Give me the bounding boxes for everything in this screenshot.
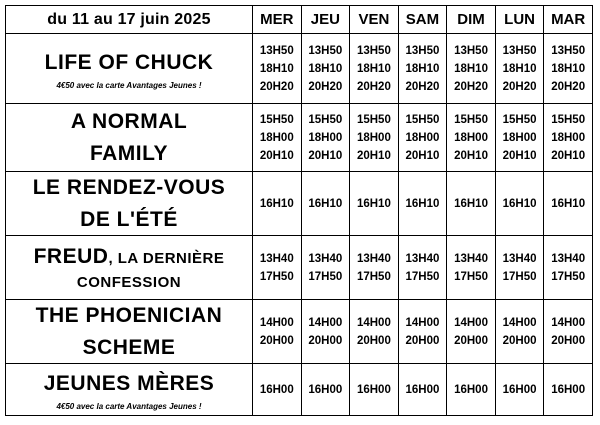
film-title-cell bbox=[6, 172, 253, 236]
showtime: 16H10 bbox=[551, 197, 586, 210]
showtime: 16H10 bbox=[259, 197, 294, 210]
showtime: 15H50 bbox=[502, 113, 537, 126]
showtime: 20H00 bbox=[259, 334, 294, 347]
film-title-rest: , LA DERNIÈRE bbox=[108, 249, 225, 267]
date-range-title: du 11 au 17 juin 2025 bbox=[6, 6, 253, 34]
showtime: 17H50 bbox=[454, 270, 488, 283]
schedule-table bbox=[5, 5, 593, 416]
showtime: 18H00 bbox=[405, 131, 440, 144]
showtimes-cell bbox=[301, 236, 350, 300]
showtime: 13H50 bbox=[308, 44, 343, 57]
film-title-line-1: LE RENDEZ-VOUS bbox=[32, 176, 226, 199]
showtimes-cell bbox=[350, 104, 399, 172]
day-header-lun: LUN bbox=[495, 6, 544, 34]
showtime: 16H10 bbox=[308, 197, 343, 210]
showtime: 18H00 bbox=[259, 131, 294, 144]
showtime: 13H40 bbox=[454, 252, 488, 265]
showtimes-cell bbox=[447, 104, 496, 172]
showtime: 20H10 bbox=[308, 149, 343, 162]
film-title-cell bbox=[6, 300, 253, 364]
film-promo-note: 4€50 avec la carte Avantages Jeunes ! bbox=[56, 402, 202, 412]
showtime: 14H00 bbox=[405, 316, 440, 329]
showtime: 16H10 bbox=[502, 197, 537, 210]
showtimes-cell bbox=[253, 364, 302, 416]
showtime: 20H00 bbox=[308, 334, 343, 347]
showtimes-cell bbox=[398, 300, 447, 364]
showtime: 20H20 bbox=[551, 80, 586, 93]
showtime: 18H00 bbox=[454, 131, 488, 144]
showtime: 13H50 bbox=[551, 44, 586, 57]
showtimes-cell bbox=[544, 34, 593, 104]
showtimes-cell bbox=[447, 300, 496, 364]
showtime: 20H10 bbox=[259, 149, 294, 162]
showtime: 17H50 bbox=[356, 270, 391, 283]
film-row bbox=[6, 236, 593, 300]
showtime: 18H00 bbox=[356, 131, 391, 144]
showtime: 16H00 bbox=[356, 383, 391, 396]
showtime: 18H10 bbox=[356, 62, 391, 75]
film-title: JEUNES MÈRES bbox=[43, 371, 215, 395]
film-title-line-2: SCHEME bbox=[82, 335, 176, 359]
showtime: 18H10 bbox=[308, 62, 343, 75]
showtime: 16H00 bbox=[551, 383, 586, 396]
film-title-line-1: A NORMAL bbox=[70, 110, 188, 133]
showtime: 13H40 bbox=[551, 252, 586, 265]
film-row bbox=[6, 34, 593, 104]
showtimes-cell bbox=[495, 34, 544, 104]
showtime: 17H50 bbox=[502, 270, 537, 283]
film-title-line-2: DE L'ÉTÉ bbox=[80, 207, 178, 231]
showtime: 18H10 bbox=[502, 62, 537, 75]
film-title-line-2: FAMILY bbox=[89, 141, 169, 165]
showtime: 17H50 bbox=[259, 270, 294, 283]
showtime: 13H50 bbox=[405, 44, 440, 57]
showtime: 20H10 bbox=[405, 149, 440, 162]
showtimes-cell bbox=[350, 300, 399, 364]
showtime: 16H10 bbox=[356, 197, 391, 210]
film-row bbox=[6, 104, 593, 172]
showtime: 13H40 bbox=[356, 252, 391, 265]
showtime: 14H00 bbox=[259, 316, 294, 329]
showtime: 16H00 bbox=[454, 383, 488, 396]
film-promo-note: 4€50 avec la carte Avantages Jeunes ! bbox=[56, 81, 202, 91]
showtimes-cell bbox=[544, 172, 593, 236]
showtime: 15H50 bbox=[551, 113, 586, 126]
film-title-cell bbox=[6, 34, 253, 104]
showtime: 13H40 bbox=[502, 252, 537, 265]
showtime: 20H20 bbox=[454, 80, 488, 93]
showtime: 15H50 bbox=[308, 113, 343, 126]
film-row bbox=[6, 364, 593, 416]
showtime: 16H00 bbox=[502, 383, 537, 396]
showtime: 20H00 bbox=[405, 334, 440, 347]
showtime: 15H50 bbox=[356, 113, 391, 126]
showtimes-cell bbox=[544, 364, 593, 416]
showtimes-cell bbox=[495, 104, 544, 172]
showtimes-cell bbox=[447, 172, 496, 236]
film-title-cell bbox=[6, 104, 253, 172]
showtimes-cell bbox=[301, 300, 350, 364]
showtime: 13H40 bbox=[259, 252, 294, 265]
film-title-line-2: CONFESSION bbox=[76, 274, 182, 291]
showtime: 17H50 bbox=[551, 270, 586, 283]
day-header-mar: MAR bbox=[544, 6, 593, 34]
showtime: 13H50 bbox=[454, 44, 488, 57]
showtimes-cell bbox=[350, 364, 399, 416]
showtimes-cell bbox=[253, 34, 302, 104]
day-header-jeu: JEU bbox=[301, 6, 350, 34]
showtime: 13H40 bbox=[405, 252, 440, 265]
showtime: 18H00 bbox=[308, 131, 343, 144]
day-header-sam: SAM bbox=[398, 6, 447, 34]
showtimes-cell bbox=[447, 34, 496, 104]
showtime: 14H00 bbox=[308, 316, 343, 329]
showtime: 16H00 bbox=[259, 383, 294, 396]
header-row bbox=[6, 6, 593, 34]
showtime: 16H10 bbox=[454, 197, 488, 210]
showtime: 20H10 bbox=[502, 149, 537, 162]
showtime: 14H00 bbox=[502, 316, 537, 329]
showtime: 14H00 bbox=[454, 316, 488, 329]
showtimes-cell bbox=[253, 236, 302, 300]
showtime: 15H50 bbox=[454, 113, 488, 126]
day-header-dim: DIM bbox=[447, 6, 496, 34]
showtimes-cell bbox=[398, 104, 447, 172]
film-title-line-1: THE PHOENICIAN bbox=[35, 304, 223, 327]
showtimes-cell bbox=[301, 34, 350, 104]
showtimes-cell bbox=[398, 172, 447, 236]
showtime: 20H20 bbox=[405, 80, 440, 93]
film-title-cell bbox=[6, 236, 253, 300]
showtime: 18H10 bbox=[405, 62, 440, 75]
showtimes-cell bbox=[253, 104, 302, 172]
showtimes-cell bbox=[350, 34, 399, 104]
showtimes-cell bbox=[398, 34, 447, 104]
showtimes-cell bbox=[301, 104, 350, 172]
showtime: 18H00 bbox=[551, 131, 586, 144]
showtime: 20H10 bbox=[454, 149, 488, 162]
showtime: 20H00 bbox=[502, 334, 537, 347]
film-row bbox=[6, 300, 593, 364]
showtimes-cell bbox=[350, 172, 399, 236]
showtime: 13H50 bbox=[502, 44, 537, 57]
showtime: 18H10 bbox=[454, 62, 488, 75]
showtime: 16H00 bbox=[405, 383, 440, 396]
showtime: 16H00 bbox=[308, 383, 343, 396]
showtimes-cell bbox=[301, 172, 350, 236]
showtimes-cell bbox=[495, 236, 544, 300]
showtimes-cell bbox=[398, 364, 447, 416]
showtimes-cell bbox=[447, 236, 496, 300]
film-row bbox=[6, 172, 593, 236]
showtimes-cell bbox=[495, 300, 544, 364]
showtime: 18H00 bbox=[502, 131, 537, 144]
showtime: 17H50 bbox=[405, 270, 440, 283]
showtimes-cell bbox=[447, 364, 496, 416]
showtime: 15H50 bbox=[405, 113, 440, 126]
film-title-cell bbox=[6, 364, 253, 416]
showtimes-cell bbox=[495, 364, 544, 416]
showtime: 20H00 bbox=[454, 334, 488, 347]
showtime: 20H00 bbox=[356, 334, 391, 347]
showtime: 20H10 bbox=[551, 149, 586, 162]
showtime: 20H20 bbox=[502, 80, 537, 93]
showtime: 13H40 bbox=[308, 252, 343, 265]
showtime: 18H10 bbox=[259, 62, 294, 75]
film-title-main: FREUD bbox=[33, 244, 109, 268]
showtimes-cell bbox=[301, 364, 350, 416]
showtime: 20H20 bbox=[259, 80, 294, 93]
showtime: 13H50 bbox=[356, 44, 391, 57]
day-header-ven: VEN bbox=[350, 6, 399, 34]
showtime: 20H20 bbox=[356, 80, 391, 93]
showtime: 16H10 bbox=[405, 197, 440, 210]
showtimes-cell bbox=[544, 300, 593, 364]
showtimes-cell bbox=[253, 172, 302, 236]
showtime: 14H00 bbox=[551, 316, 586, 329]
showtimes-cell bbox=[544, 104, 593, 172]
showtimes-cell bbox=[544, 236, 593, 300]
showtime: 13H50 bbox=[259, 44, 294, 57]
film-title: LIFE OF CHUCK bbox=[44, 50, 214, 74]
day-header-mer: MER bbox=[253, 6, 302, 34]
showtimes-cell bbox=[495, 172, 544, 236]
showtime: 14H00 bbox=[356, 316, 391, 329]
showtime: 18H10 bbox=[551, 62, 586, 75]
showtime: 20H00 bbox=[551, 334, 586, 347]
showtime: 15H50 bbox=[259, 113, 294, 126]
showtime: 17H50 bbox=[308, 270, 343, 283]
showtime: 20H20 bbox=[308, 80, 343, 93]
showtime: 20H10 bbox=[356, 149, 391, 162]
showtimes-cell bbox=[253, 300, 302, 364]
showtimes-cell bbox=[350, 236, 399, 300]
showtimes-cell bbox=[398, 236, 447, 300]
